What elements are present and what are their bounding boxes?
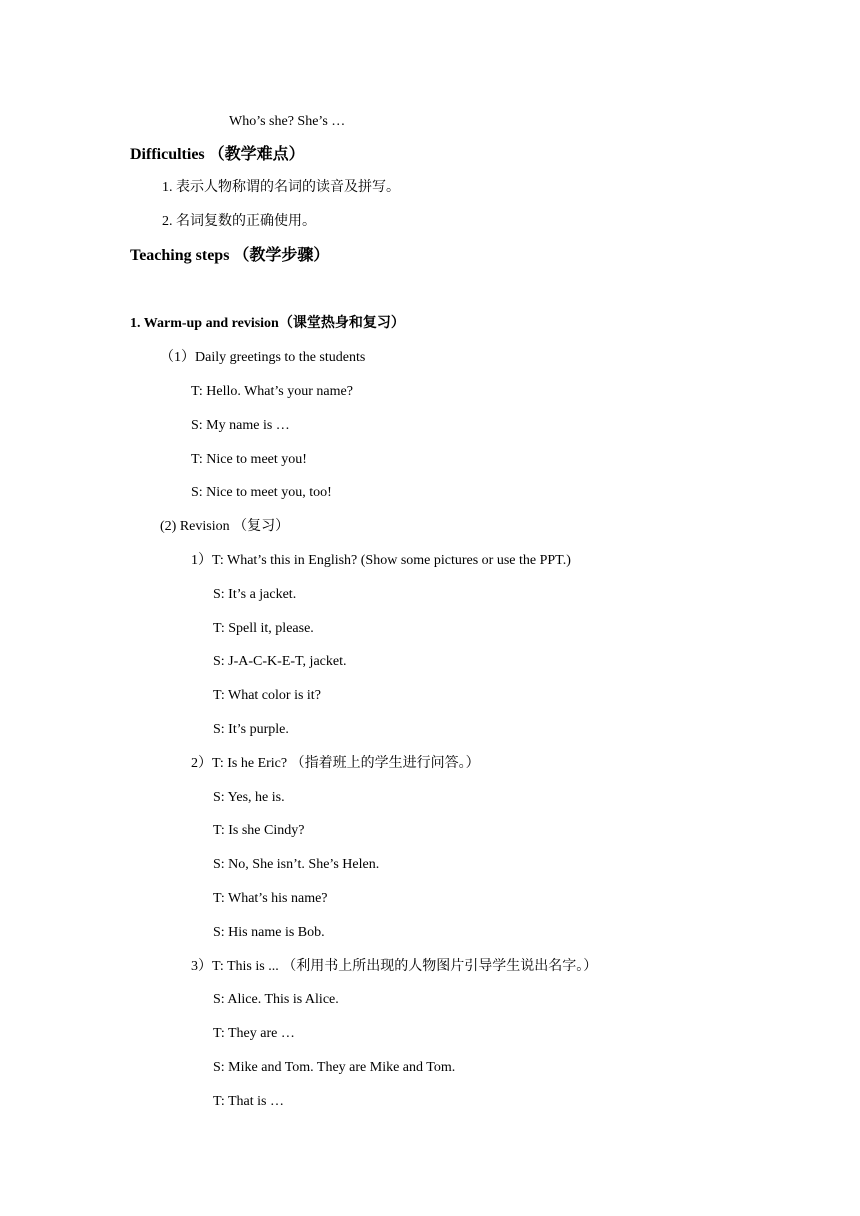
dialogue-line: S: J-A-C-K-E-T, jacket. [213,654,347,669]
intro-line: Who’s she? She’s … [229,114,346,129]
dialogue-line: S: Alice. This is Alice. [213,992,339,1007]
dialogue-line: T: Spell it, please. [213,621,314,636]
dialogue-line: T: Nice to meet you! [191,452,307,467]
warmup-heading: 1. Warm-up and revision（课堂热身和复习） [130,316,405,331]
dialogue-line: T: Hello. What’s your name? [191,384,353,399]
dialogue-line: S: His name is Bob. [213,925,325,940]
dialogue-line: T: That is … [213,1094,284,1109]
dialogue-line: T: Is she Cindy? [213,823,305,838]
greetings-title: （1）Daily greetings to the students [160,350,366,365]
revision-part2-title: 2）T: Is he Eric? （指着班上的学生进行问答。） [191,756,480,771]
dialogue-line: T: What’s his name? [213,891,328,906]
difficulty-item-2: 2. 名词复数的正确使用。 [162,214,316,229]
revision-part1-title: 1）T: What’s this in English? (Show some pictures or use the PPT.) [191,553,571,568]
dialogue-line: T: They are … [213,1026,295,1041]
revision-part3-title: 3）T: This is ... （利用书上所出现的人物图片引导学生说出名字。） [191,959,598,974]
dialogue-line: S: My name is … [191,418,290,433]
teaching-steps-heading: Teaching steps （教学步骤） [130,247,330,264]
dialogue-line: S: It’s purple. [213,722,289,737]
dialogue-line: S: No, She isn’t. She’s Helen. [213,857,380,872]
dialogue-line: T: What color is it? [213,688,321,703]
dialogue-line: S: It’s a jacket. [213,587,297,602]
dialogue-line: S: Mike and Tom. They are Mike and Tom. [213,1060,456,1075]
difficulty-item-1: 1. 表示人物称谓的名词的读音及拼写。 [162,180,400,195]
dialogue-line: S: Yes, he is. [213,790,285,805]
dialogue-line: S: Nice to meet you, too! [191,485,332,500]
difficulties-heading: Difficulties （教学难点） [130,146,305,163]
revision-title: (2) Revision （复习） [160,519,290,534]
